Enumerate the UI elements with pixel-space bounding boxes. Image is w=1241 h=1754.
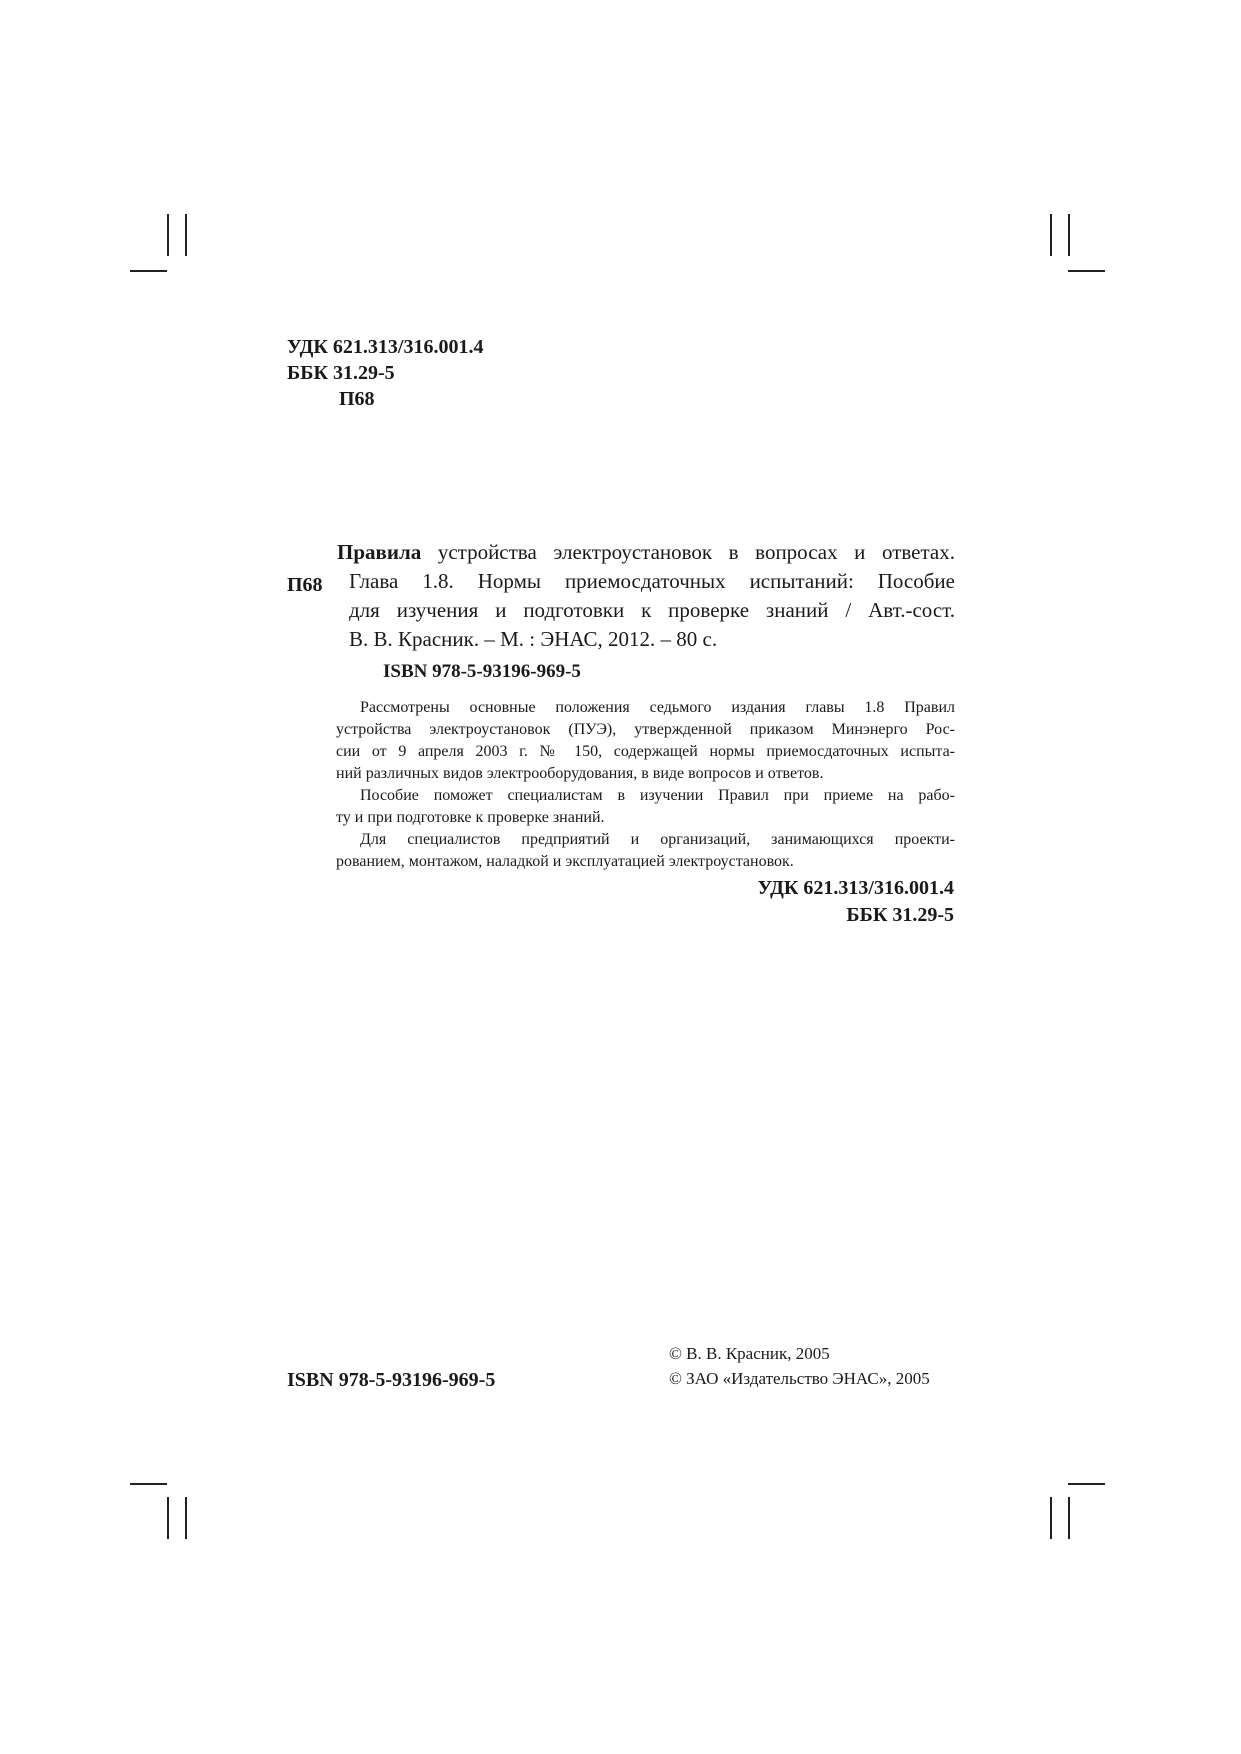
bbk-code: ББК 31.29-5 [287, 362, 395, 384]
abstract-line: ний различных видов электрооборудования, в виде вопросов и ответов. [336, 765, 824, 782]
crop-mark [1050, 214, 1052, 256]
copyright-block [669, 1341, 930, 1391]
abstract-line: Рассмотрены основные положения седьмого издания главы 1.8 Правил [360, 699, 955, 716]
crop-mark [130, 1483, 167, 1485]
crop-mark [1068, 270, 1105, 272]
crop-mark [1068, 1483, 1105, 1485]
title-bold: Правила [337, 540, 422, 564]
biblio-line-3: для изучения и подготовки к проверке знаний / Авт.-сост. [349, 598, 955, 622]
biblio-line-2: Глава 1.8. Нормы приемосдаточных испытаний: Пособие [349, 569, 955, 593]
biblio-line-1 [337, 538, 955, 567]
crop-mark [185, 214, 187, 256]
udk-code: УДК 621.313/316.001.4 [287, 336, 484, 358]
isbn-bottom: ISBN 978-5-93196-969-5 [287, 1369, 496, 1391]
abstract [336, 697, 955, 873]
abstract-line: ту и при подготовке к проверке знаний. [336, 809, 605, 826]
title-rest: устройства электроустановок в вопросах и ответах. [421, 540, 955, 564]
abstract-line: устройства электроустановок (ПУЭ), утвержденной приказом Минэнерго Рос- [336, 721, 955, 738]
crop-mark [1050, 1497, 1052, 1539]
abstract-line: сии от 9 апреля 2003 г. № 150, содержащей нормы приемосдаточных испыта- [336, 743, 955, 760]
classification-codes [287, 334, 483, 412]
author-mark-side: П68 [287, 574, 323, 596]
biblio-line-4: В. В. Красник. – М. : ЭНАС, 2012. – 80 с. [349, 627, 718, 651]
crop-mark [1068, 214, 1070, 256]
classification-codes-right [758, 875, 954, 929]
author-mark-code: П68 [339, 388, 375, 410]
crop-mark [130, 270, 167, 272]
abstract-line: Пособие поможет специалистам в изучении Правил при приеме на рабо- [360, 787, 955, 804]
crop-mark [185, 1497, 187, 1539]
crop-mark [1068, 1497, 1070, 1539]
abstract-line: Для специалистов предприятий и организаций, занимающихся проекти- [360, 831, 955, 848]
abstract-line: рованием, монтажом, наладкой и эксплуатацией электроустановок. [336, 853, 794, 870]
udk-code-right: УДК 621.313/316.001.4 [757, 877, 954, 899]
copyright-line-1: © В. В. Красник, 2005 [669, 1344, 830, 1363]
bbk-code-right: ББК 31.29-5 [846, 904, 954, 926]
copyright-line-2: © ЗАО «Издательство ЭНАС», 2005 [669, 1369, 930, 1388]
bibliographic-entry [337, 538, 955, 654]
crop-mark [167, 214, 169, 256]
isbn-entry: ISBN 978-5-93196-969-5 [383, 661, 581, 682]
crop-mark [167, 1497, 169, 1539]
